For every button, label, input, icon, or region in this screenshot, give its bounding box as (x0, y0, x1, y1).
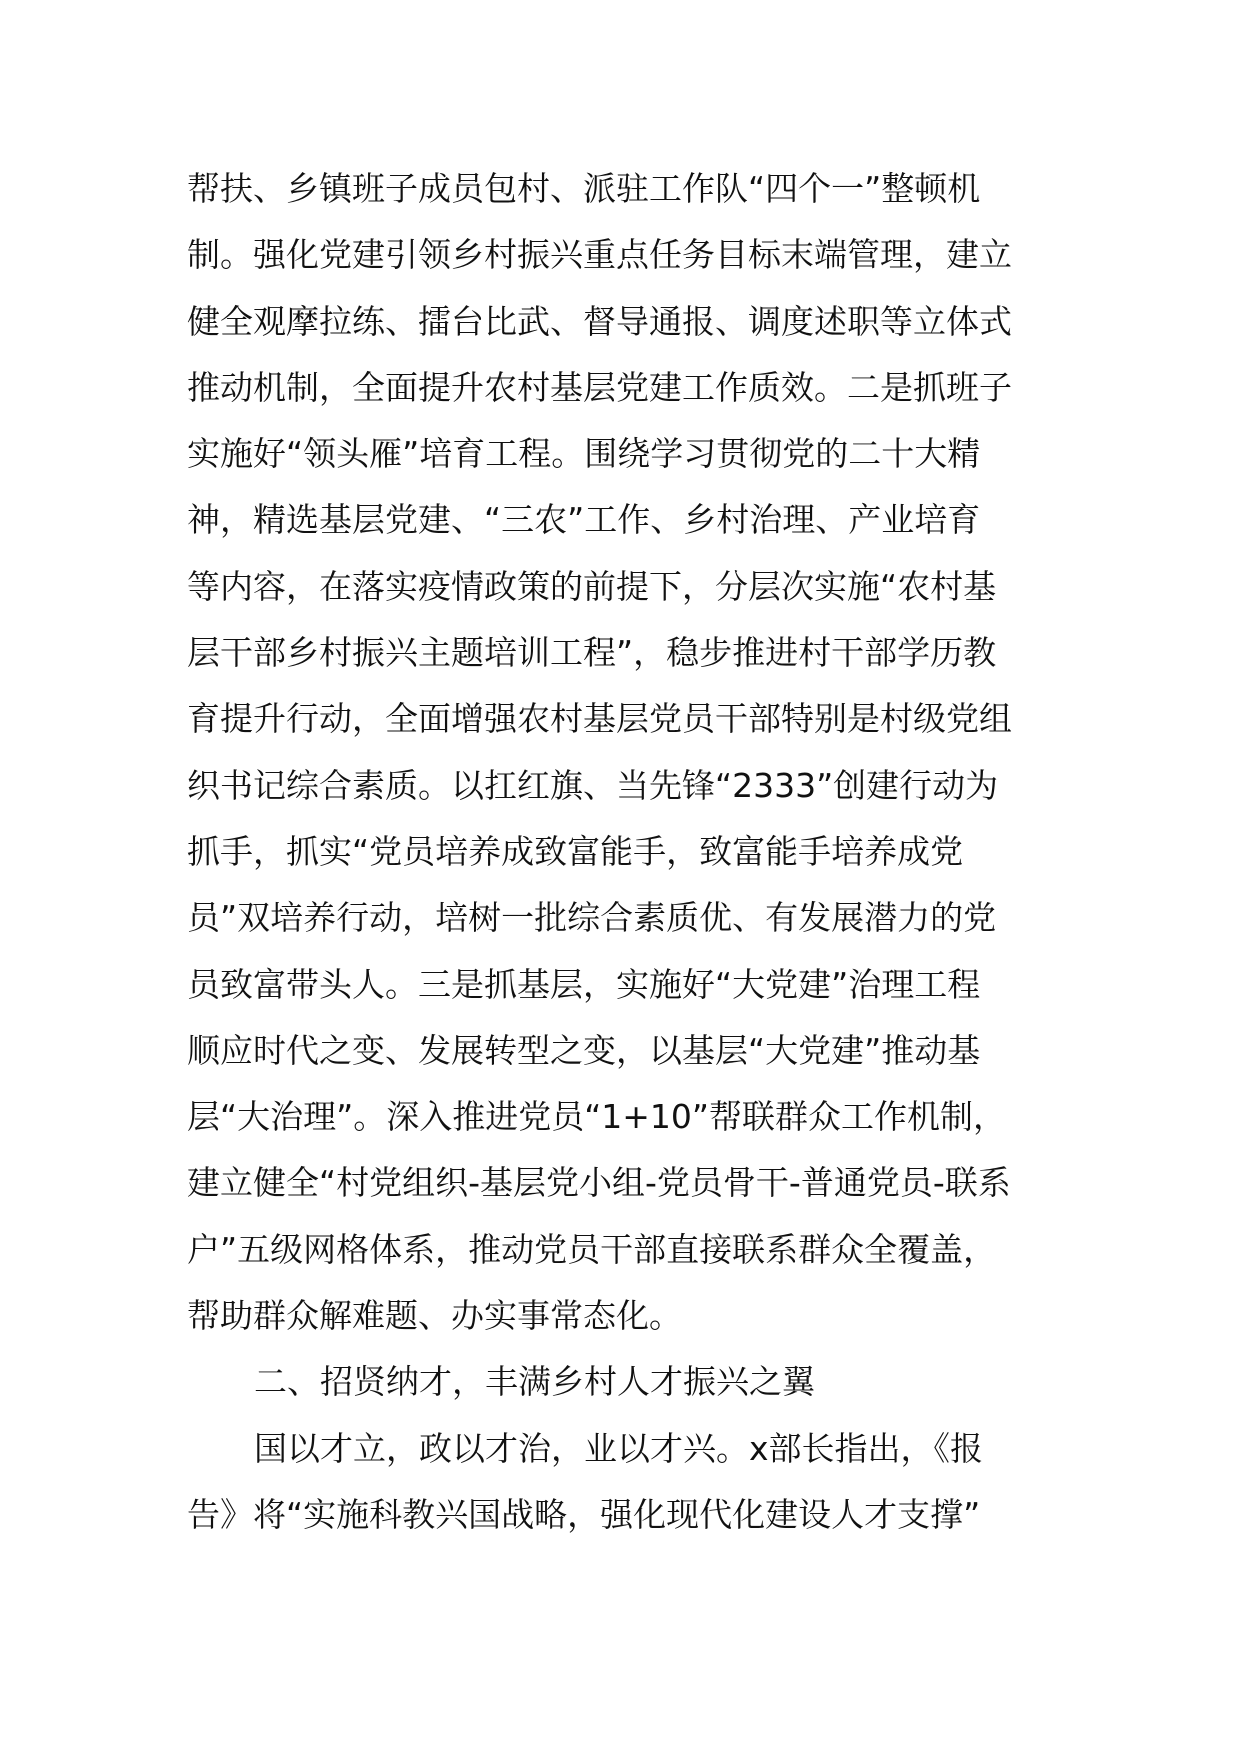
text-line: 等内容，在落实疫情政策的前提下，分层次实施“农村基 (187, 566, 997, 606)
text-line: 建立健全“村党组织-基层党小组-党员骨干-普通党员-联系 (187, 1163, 1011, 1203)
text-line: 层“大治理”。深入推进党员“1+10”帮联群众工作机制， (187, 1097, 1007, 1137)
text-line: 实施好“领头雁”培育工程。围绕学习贯彻党的二十大精 (187, 434, 981, 474)
text-line: 帮扶、乡镇班子成员包村、派驻工作队“四个一”整顿机 (187, 169, 981, 208)
text-line: 国以才立，政以才治，业以才兴。x部长指出，《报 (254, 1428, 984, 1468)
text-line: 制。强化党建引领乡村振兴重点任务目标末端管理，建立 (187, 235, 1012, 275)
section-heading: 二、招贤纳才，丰满乡村人才振兴之翼 (254, 1362, 815, 1402)
body-text (187, 156, 1087, 1548)
text-line: 织书记综合素质。以扛红旗、当先锋“2333”创建行动为 (187, 765, 999, 805)
text-line: 层干部乡村振兴主题培训工程”，稳步推进村干部学历教 (187, 633, 997, 673)
text-line: 神，精选基层党建、“三农”工作、乡村治理、产业培育 (187, 500, 981, 540)
text-line: 育提升行动，全面增强农村基层党员干部特别是村级党组 (187, 699, 1012, 739)
text-line: 健全观摩拉练、擂台比武、督导通报、调度述职等立体式 (187, 301, 1012, 341)
text-line: 抓手，抓实“党员培养成致富能手，致富能手培养成党 (187, 831, 964, 871)
text-line: 员”双培养行动，培树一批综合素质优、有发展潜力的党 (187, 898, 997, 938)
text-line: 员致富带头人。三是抓基层，实施好“大党建”治理工程 (187, 964, 981, 1004)
text-line: 户”五级网格体系，推动党员干部直接联系群众全覆盖， (187, 1229, 997, 1269)
text-line: 顺应时代之变、发展转型之变，以基层“大党建”推动基 (187, 1030, 981, 1070)
text-line: 告》将“实施科教兴国战略，强化现代化建设人才支撑” (187, 1494, 981, 1534)
text-line: 帮助群众解难题、办实事常态化。 (187, 1296, 682, 1336)
text-line: 推动机制，全面提升农村基层党建工作质效。二是抓班子 (187, 367, 1012, 407)
